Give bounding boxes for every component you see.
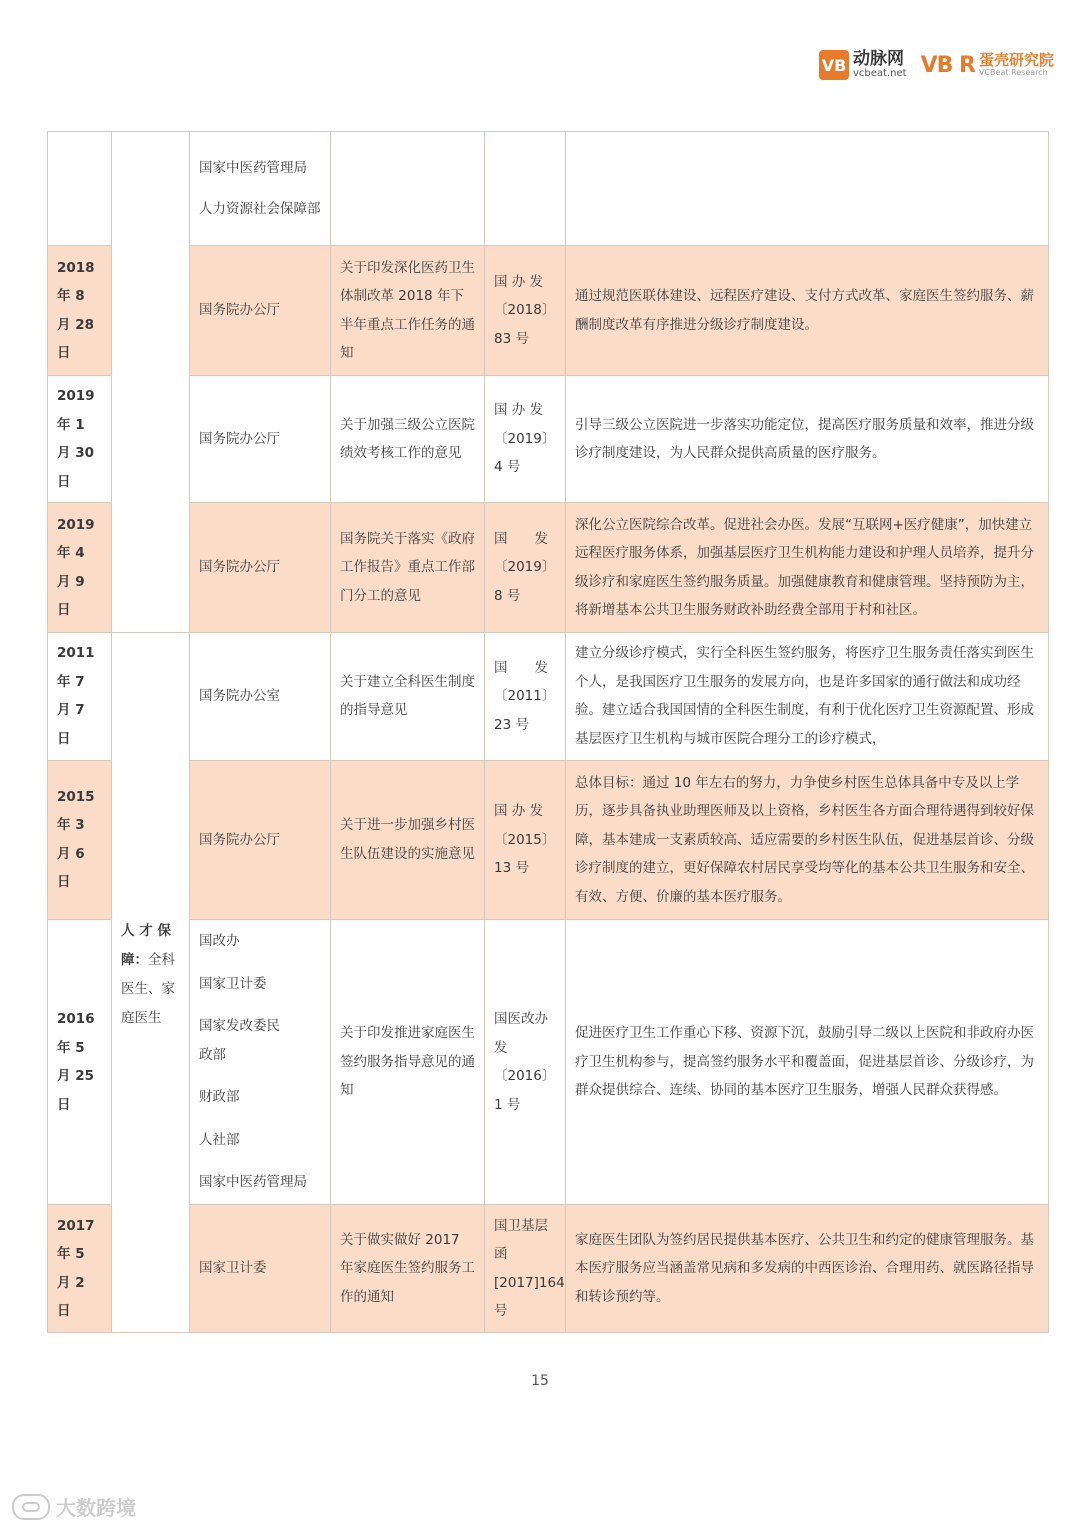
agency-cell (190, 920, 331, 1205)
vcbeat-research-logo (920, 50, 1054, 78)
date-cell: 2018 年 8 月 28 日 (48, 246, 112, 376)
content-cell: 深化公立医院综合改革。促进社会办医。发展“互联网+医疗健康”，加快建立远程医疗服务体系，加强基层医疗卫生机构能力建设和护理人员培养，提升分级诊疗和家庭医生签约服务质量。加强健康教育和健康管理。坚持预防为主，将新增基本公共卫生服务财政补助经费全部用于村和社区。 (566, 503, 1049, 633)
agency-name: 国家中医药管理局 (199, 160, 307, 176)
date-cell: 2019 年 4 月 9 日 (48, 503, 112, 633)
title-cell: 关于加强三级公立医院绩效考核工作的意见 (331, 376, 485, 503)
doc-number-cell: 国医改办发〔2016〕1 号 (485, 920, 566, 1205)
agency-cell (190, 376, 331, 503)
title-cell: 关于进一步加强乡村医生队伍建设的实施意见 (331, 760, 485, 919)
agency-name: 国务院办公厅 (199, 831, 280, 848)
agency-cell (190, 1205, 331, 1333)
page-number: 15 (531, 1373, 549, 1389)
content-cell: 家庭医生团队为签约居民提供基本医疗、公共卫生和约定的健康管理服务。基本医疗服务应当涵盖常见病和多发病的中西医诊治、合理用药、就医路径指导和转诊预约等。 (566, 1205, 1049, 1333)
content-cell: 通过规范医联体建设、远程医疗建设、支付方式改革、家庭医生签约服务、薪酬制度改革有序推进分级诊疗制度建设。 (566, 246, 1049, 376)
category-cell-upper (112, 132, 190, 633)
content-cell: 总体目标：通过 10 年左右的努力，力争使乡村医生总体具备中专及以上学历，逐步具备执业助理医师及以上资格，乡村医生各方面合理待遇得到较好保障，基本建成一支素质较高、适应需要的乡村医生队伍，促进基层首诊、分级诊疗制度的建立，更好保障农村居民享受均等化的基本公共卫生服务和安全、有效、方便、价廉的基本医疗服务。 (566, 760, 1049, 919)
date-cell: 2015 年 3 月 6 日 (48, 760, 112, 919)
policy-table (47, 131, 1049, 1333)
table-row (48, 1205, 1049, 1333)
category-cell-talent (112, 633, 190, 1333)
doc-number-cell: 国 办 发〔2018〕83 号 (485, 246, 566, 376)
table-row (48, 132, 1049, 246)
date-cell: 2017 年 5 月 2 日 (48, 1205, 112, 1333)
vcbeat-research-logo-en: VCBeat Research (978, 67, 1048, 77)
date-cell: 2016 年 5 月 25 日 (48, 920, 112, 1205)
category-label-bold: 人 才 保 障： (121, 923, 171, 968)
title-cell: 国务院关于落实《政府工作报告》重点工作部门分工的意见 (331, 503, 485, 633)
doc-number-cell (485, 132, 566, 246)
agency-name: 国务院办公厅 (199, 559, 280, 576)
agency-name: 人社部 (199, 1131, 240, 1148)
watermark (12, 1492, 136, 1521)
date-cell (48, 132, 112, 246)
doc-number-cell: 国 办 发〔2015〕13 号 (485, 760, 566, 919)
agency-name: 国改办 (199, 933, 240, 950)
content-cell: 引导三级公立医院进一步落实功能定位，提高医疗服务质量和效率，推进分级诊疗制度建设，为人民群众提供高质量的医疗服务。 (566, 376, 1049, 503)
doc-number-cell: 国卫基层函[2017]164 号 (485, 1205, 566, 1333)
agency-name: 国家发改委民政部 (199, 1018, 280, 1063)
agency-cell (190, 503, 331, 633)
title-cell: 关于印发深化医药卫生体制改革 2018 年下半年重点工作任务的通知 (331, 246, 485, 376)
doc-number-cell: 国 发〔2011〕23 号 (485, 633, 566, 761)
table-row (48, 920, 1049, 1205)
date-cell: 2011 年 7 月 7 日 (48, 633, 112, 761)
category-label-rest: 全科医生、家庭医生 (121, 952, 175, 1026)
agency-name: 国家中医药管理局 (199, 1174, 307, 1191)
table-row (48, 503, 1049, 633)
agency-cell (190, 760, 331, 919)
title-cell (331, 132, 485, 246)
agency-name: 国务院办公厅 (199, 302, 280, 319)
table-row (48, 376, 1049, 503)
agency-name: 国务院办公厅 (199, 430, 280, 447)
vcbeat-research-logo-cn: 蛋壳研究院 (978, 50, 1054, 69)
title-cell: 关于建立全科医生制度的指导意见 (331, 633, 485, 761)
agency-name: 人力资源社会保障部 (199, 200, 321, 217)
content-cell (566, 132, 1049, 246)
agency-cell (190, 246, 331, 376)
table-row (48, 246, 1049, 376)
agency-name: 国务院办公室 (199, 688, 280, 705)
page-header (819, 40, 1054, 90)
vcbeat-logo-cn: 动脉网 (853, 48, 905, 69)
vcbeat-logo-mark: VB (819, 50, 849, 80)
agency-cell (190, 633, 331, 761)
vcbeat-logo (819, 50, 907, 80)
title-cell: 关于做实做好 2017 年家庭医生签约服务工作的通知 (331, 1205, 485, 1333)
vcbeat-research-logo-mark: VB R (920, 52, 975, 78)
agency-name: 国家卫计委 (199, 1260, 267, 1277)
agency-name: 财政部 (199, 1089, 240, 1106)
table-row (48, 760, 1049, 919)
doc-number-cell: 国 办 发〔2019〕4 号 (485, 376, 566, 503)
agency-cell (190, 132, 331, 246)
table-row (48, 633, 1049, 761)
watermark-text: 大数跨境 (56, 1496, 136, 1520)
date-cell: 2019 年 1 月 30 日 (48, 376, 112, 503)
weibo-icon (12, 1494, 50, 1520)
category-label (121, 917, 180, 1033)
title-cell: 关于印发推进家庭医生签约服务指导意见的通知 (331, 920, 485, 1205)
content-cell: 建立分级诊疗模式，实行全科医生签约服务，将医疗卫生服务责任落实到医生个人，是我国医疗卫生服务的发展方向，也是许多国家的通行做法和成功经验。建立适合我国国情的全科医生制度，有利于优化医疗卫生资源配置、形成基层医疗卫生机构与城市医院合理分工的诊疗模式， (566, 633, 1049, 761)
content-cell: 促进医疗卫生工作重心下移、资源下沉，鼓励引导二级以上医院和非政府办医疗卫生机构参与，提高签约服务水平和覆盖面，促进基层首诊、分级诊疗，为群众提供综合、连续、协同的基本医疗卫生服务，增强人民群众获得感。 (566, 920, 1049, 1205)
vcbeat-logo-en: vcbeat.net (853, 67, 907, 79)
agency-name: 国家卫计委 (199, 975, 267, 992)
doc-number-cell: 国 发〔2019〕8 号 (485, 503, 566, 633)
